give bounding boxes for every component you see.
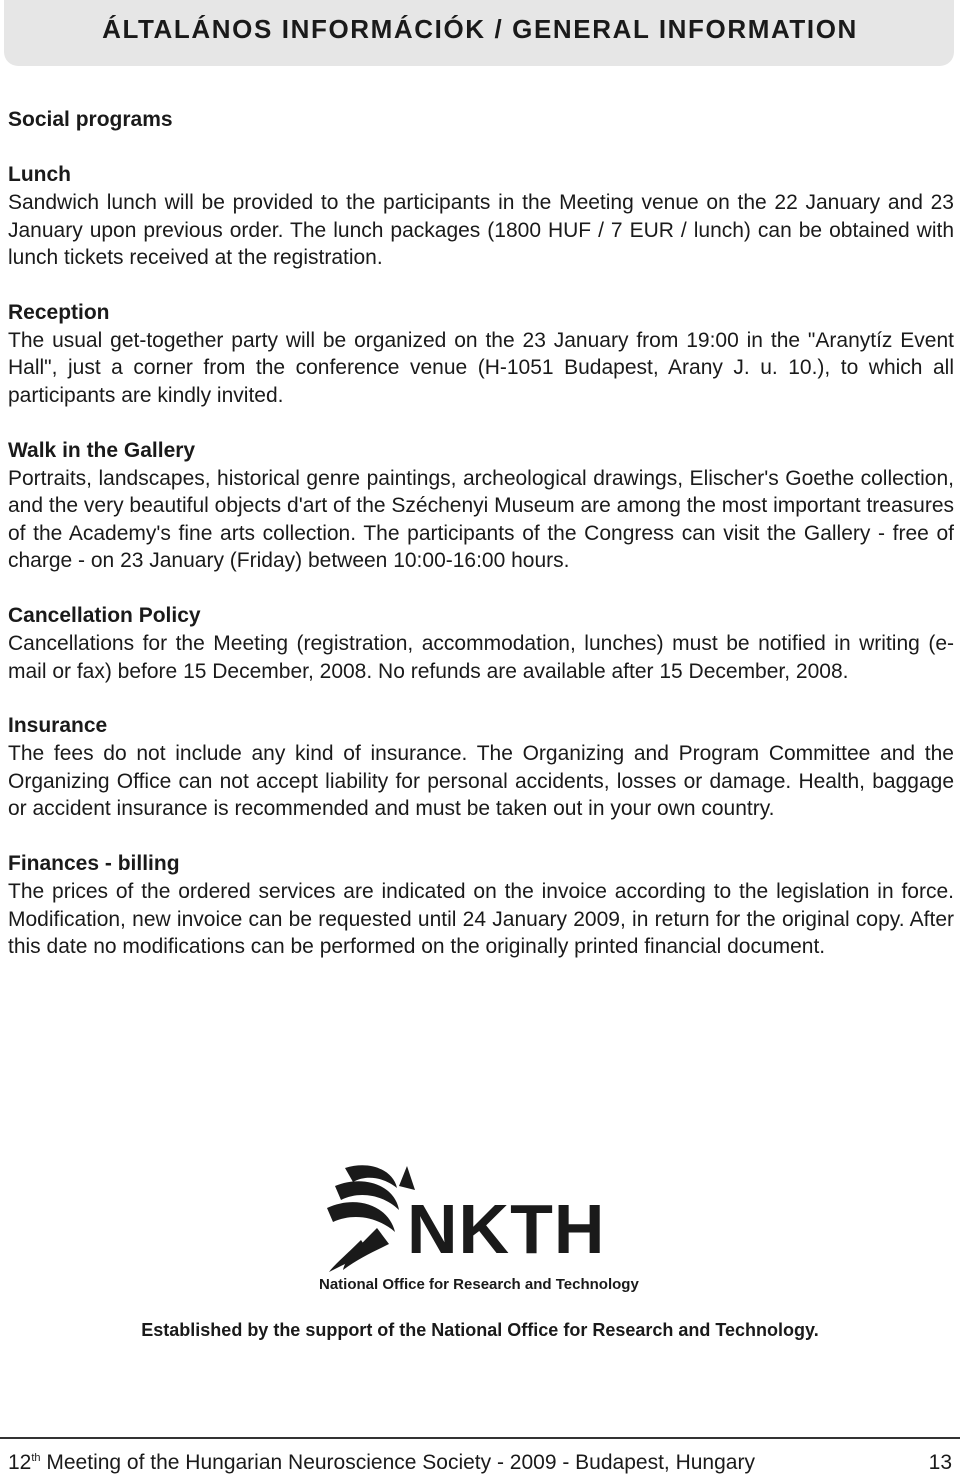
- logo-name: NKTH: [407, 1190, 606, 1268]
- reception-heading: Reception: [8, 300, 110, 324]
- insurance-heading: Insurance: [8, 714, 108, 738]
- gallery-heading: Walk in the Gallery: [8, 438, 196, 462]
- support-line: Established by the support of the National Office for Research and Technology.: [141, 1320, 819, 1340]
- footer-text: [8, 1451, 755, 1475]
- block-reception: [8, 299, 954, 410]
- logo-caption: National Office for Research and Technology: [319, 1276, 639, 1293]
- page-title: ÁLTALÁNOS INFORMÁCIÓK / GENERAL INFORMATION: [102, 14, 858, 44]
- gallery-text: Portraits, landscapes, historical genre paintings, archeological drawings, Elischer's Goethe collection, and the very beautiful objects d'art of the Széchenyi Museum are among the most important treasures of the Academy's fine arts collection. The participants of the Congress can visit the Gallery - free of charge - on 23 January (Friday) between 10:00-16:00 hours.: [8, 466, 955, 573]
- finances-heading: Finances - billing: [8, 851, 180, 875]
- main-content: [8, 106, 954, 988]
- section-title: Social programs: [8, 108, 173, 131]
- insurance-text: The fees do not include any kind of insurance. The Organizing and Program Committee and the Organizing Office can not accept liability for personal accidents, losses or damage. Health, baggage or accident insurance is recommended and must be taken out in your own country.: [8, 742, 954, 821]
- footer-ordinal-suffix: th: [31, 1452, 41, 1464]
- lunch-text: Sandwich lunch will be provided to the participants in the Meeting venue on the 22 January and 23 January upon previous order. The lunch packages (1800 HUF / 7 EUR / lunch) can be obtained with lunch tickets received at the registration.: [8, 191, 954, 270]
- block-insurance: [8, 712, 954, 823]
- page-number: 13: [928, 1451, 952, 1474]
- lunch-heading: Lunch: [8, 163, 71, 186]
- footer-title: Meeting of the Hungarian Neuroscience Society - 2009 - Budapest, Hungary: [40, 1451, 755, 1474]
- block-finances: [8, 850, 954, 961]
- block-cancellation: [8, 602, 954, 685]
- reception-text: The usual get-together party will be organized on the 23 January from 19:00 in the "Aranytíz Event Hall", just a corner from the conference venue (H-1051 Budapest, Arany J. u. 10.), to which all participants are kindly invited.: [8, 328, 954, 407]
- finances-text: The prices of the ordered services are indicated on the invoice according to the legislation in force. Modification, new invoice can be requested until 24 January 2009, in return for the original copy. After this date no modifications can be performed on the originally printed financial document.: [8, 879, 954, 959]
- block-gallery: [8, 437, 954, 575]
- footer-divider: [0, 1437, 960, 1439]
- footer-ordinal: 12: [8, 1451, 32, 1474]
- cancellation-text: Cancellations for the Meeting (registration, accommodation, lunches) must be notified in writing (e-mail or fax) before 15 December, 2008. No refunds are available after 15 December, 2008.: [8, 631, 954, 683]
- cancellation-heading: Cancellation Policy: [8, 603, 201, 627]
- block-lunch: [8, 161, 954, 272]
- nkth-logo: [315, 1160, 655, 1300]
